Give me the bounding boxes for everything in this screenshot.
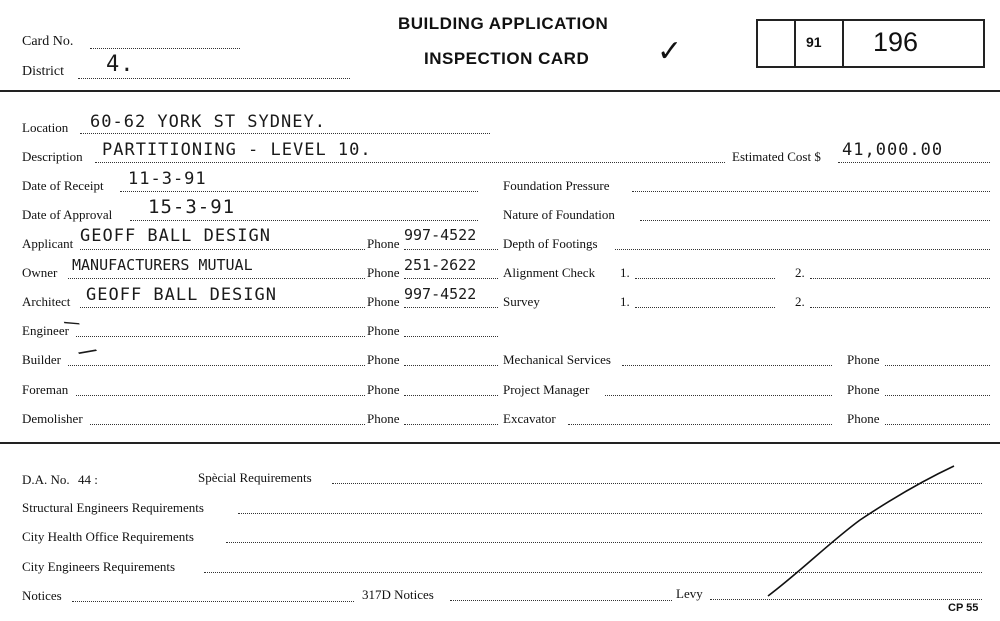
city-engineers-requirements-label: City Engineers Requirements (22, 559, 176, 574)
architect-phone-label: Phone (367, 294, 400, 309)
district-value: 4. (106, 52, 135, 77)
owner-phone-line (404, 278, 498, 279)
applicant-phone-line (404, 249, 498, 250)
architect-phone-line (404, 307, 498, 308)
excavator-phone-line (885, 424, 990, 425)
survey-label: Survey (503, 294, 540, 309)
date-of-approval-value: 15-3-91 (148, 196, 236, 218)
engineer-line (76, 336, 365, 337)
mechanical-services-line (622, 365, 832, 366)
district-line (78, 78, 350, 79)
foreman-line (76, 395, 365, 396)
location-line (80, 133, 490, 134)
alignment-check-1: 1. (620, 265, 630, 280)
diagonal-strike-line (760, 462, 960, 602)
builder-line (68, 365, 365, 366)
foreman-phone-line (404, 395, 498, 396)
project-manager-phone-line (885, 395, 990, 396)
title-line-2: INSPECTION CARD (424, 49, 590, 68)
number-box (756, 19, 985, 68)
date-of-approval-label: Date of Approval (22, 207, 113, 222)
demolisher-phone-line (404, 424, 498, 425)
nature-of-foundation-label: Nature of Foundation (503, 207, 615, 222)
description-label: Description (22, 149, 83, 164)
health-requirements-label: City Health Office Requirements (22, 529, 194, 544)
builder-phone-line (404, 365, 498, 366)
nature-of-foundation-line (640, 220, 990, 221)
description-line (95, 162, 725, 163)
estimated-cost-value: 41,000.00 (842, 140, 944, 160)
excavator-label: Excavator (503, 411, 556, 426)
header-divider (0, 90, 1000, 92)
da-no-label: D.A. No. (22, 472, 70, 487)
survey-2-line (810, 307, 990, 308)
foundation-pressure-line (632, 191, 990, 192)
alignment-check-2-line (810, 278, 990, 279)
district-label: District (22, 64, 64, 79)
excavator-phone-label: Phone (847, 411, 880, 426)
excavator-line (568, 424, 832, 425)
card-no-line (90, 48, 240, 49)
foreman-label: Foreman (22, 382, 69, 397)
project-manager-line (605, 395, 832, 396)
engineer-phone-label: Phone (367, 323, 400, 338)
engineer-phone-line (404, 336, 498, 337)
levy-label: Levy (676, 586, 703, 601)
location-value: 60-62 YORK ST SYDNEY. (90, 112, 326, 132)
engineer-value: / (60, 315, 83, 333)
notices-317d-label: 317D Notices (362, 587, 434, 602)
card-no-label: Card No. (22, 34, 74, 49)
date-of-receipt-label: Date of Receipt (22, 178, 104, 193)
depth-of-footings-label: Depth of Footings (503, 236, 598, 251)
engineer-label: Engineer (22, 323, 69, 338)
owner-value: MANUFACTURERS MUTUAL (72, 256, 253, 274)
demolisher-line (90, 424, 365, 425)
location-label: Location (22, 120, 69, 135)
foreman-phone-label: Phone (367, 382, 400, 397)
notices-317d-line (450, 600, 672, 601)
builder-value: / (74, 339, 103, 365)
check-mark-icon: ✓ (657, 34, 683, 69)
year-cell (794, 21, 844, 66)
structural-requirements-label: Structural Engineers Requirements (22, 500, 204, 515)
notices-line (72, 601, 354, 602)
special-requirements-label: Spècial Requirements (198, 470, 312, 485)
builder-label: Builder (22, 352, 61, 367)
survey-1-line (635, 307, 775, 308)
applicant-value: GEOFF BALL DESIGN (80, 226, 271, 246)
title-line-1: BUILDING APPLICATION (398, 14, 609, 33)
demolisher-phone-label: Phone (367, 411, 400, 426)
applicant-label: Applicant (22, 236, 74, 251)
mechanical-phone-line (885, 365, 990, 366)
project-manager-label: Project Manager (503, 382, 590, 397)
architect-phone-value: 997-4522 (404, 285, 477, 303)
requirements-divider (0, 442, 1000, 444)
survey-1: 1. (620, 294, 630, 309)
demolisher-label: Demolisher (22, 411, 83, 426)
notices-label: Notices (22, 588, 62, 603)
description-value: PARTITIONING - LEVEL 10. (102, 140, 372, 160)
da-no-value: 44 : (78, 472, 98, 487)
applicant-line (80, 249, 365, 250)
year-value: 91 (806, 34, 822, 50)
form-code: CP 55 (948, 602, 979, 614)
alignment-check-1-line (635, 278, 775, 279)
applicant-phone-value: 997-4522 (404, 226, 477, 244)
estimated-cost-line (838, 162, 990, 163)
architect-value: GEOFF BALL DESIGN (86, 285, 277, 305)
survey-2: 2. (795, 294, 805, 309)
owner-line (68, 278, 365, 279)
mechanical-phone-label: Phone (847, 352, 880, 367)
owner-phone-value: 251-2622 (404, 256, 477, 274)
alignment-check-2: 2. (795, 265, 805, 280)
date-of-receipt-value: 11-3-91 (128, 169, 207, 189)
date-of-receipt-line (120, 191, 478, 192)
estimated-cost-label: Estimated Cost $ (732, 149, 821, 164)
builder-phone-label: Phone (367, 352, 400, 367)
depth-of-footings-line (615, 249, 990, 250)
card-number: 196 (873, 27, 919, 57)
foundation-pressure-label: Foundation Pressure (503, 178, 610, 193)
owner-phone-label: Phone (367, 265, 400, 280)
architect-label: Architect (22, 294, 71, 309)
date-of-approval-line (130, 220, 478, 221)
owner-label: Owner (22, 265, 58, 280)
project-manager-phone-label: Phone (847, 382, 880, 397)
applicant-phone-label: Phone (367, 236, 400, 251)
architect-line (80, 307, 365, 308)
mechanical-services-label: Mechanical Services (503, 352, 611, 367)
alignment-check-label: Alignment Check (503, 265, 596, 280)
